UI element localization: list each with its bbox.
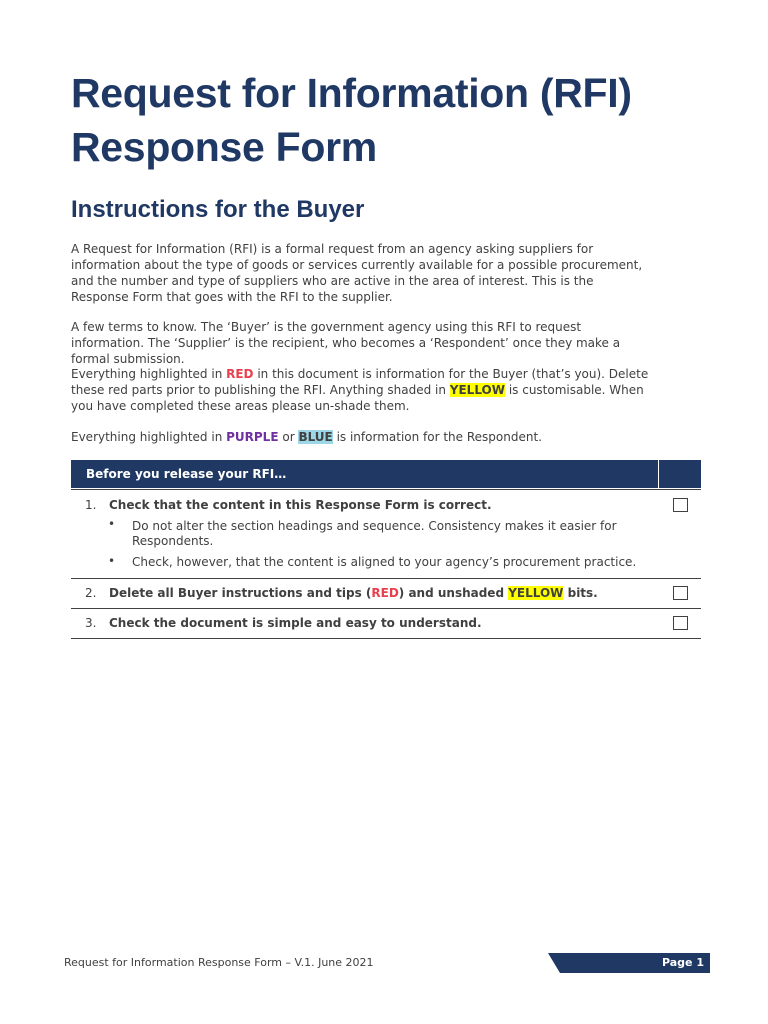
terms-paragraph: A few terms to know. The ‘Buyer’ is the government agency using this RFI to request information. The ‘Supplier’ is the recipient, who becomes a ‘Respondent’ once they make a formal submission. (71, 320, 621, 366)
title-line-2: Response Form (71, 124, 377, 170)
section-heading: Instructions for the Buyer (71, 196, 365, 223)
checklist-row (71, 609, 701, 639)
row-number: 3. (85, 616, 97, 630)
row-checkbox[interactable] (673, 616, 688, 630)
checklist-header-label: Before you release your RFI… (86, 467, 287, 481)
page-title (71, 66, 632, 174)
title-line-1: Request for Information (RFI) (71, 70, 632, 116)
checklist-header-check-column (658, 460, 701, 488)
text-segment: Delete all Buyer instructions and tips ( (109, 586, 372, 600)
text-segment: or (278, 430, 299, 444)
page-number: Page 1 (661, 956, 704, 969)
footer-text: Request for Information Response Form – V.1. June 2021 (64, 956, 374, 969)
text-segment: Everything highlighted in (71, 430, 227, 444)
checklist-row (71, 489, 701, 579)
row-checkbox[interactable] (673, 498, 688, 512)
row-text: Check that the content in this Response Form is correct. (109, 498, 492, 512)
text-segment: is customisable. When you have completed these areas please un-shade them. (71, 383, 644, 413)
checklist-header (71, 460, 701, 488)
row-number: 2. (85, 586, 97, 600)
red-keyword: RED (226, 367, 254, 381)
purple-keyword: PURPLE (226, 430, 279, 444)
yellow-keyword: YELLOW (449, 383, 505, 397)
text-segment: bits. (563, 586, 598, 600)
text-segment: Everything highlighted in (71, 367, 227, 381)
row-number: 1. (85, 498, 97, 512)
checklist-table (71, 460, 701, 639)
bullet-icon: • (108, 517, 116, 531)
row-text (109, 586, 598, 600)
checklist-row (71, 579, 701, 609)
respondent-paragraph (71, 429, 651, 445)
bullet-item: Check, however, that the content is aligned to your agency’s procurement practice. (132, 555, 637, 569)
row-text: Check the document is simple and easy to understand. (109, 616, 482, 630)
bullet-icon: • (108, 554, 116, 568)
highlight-paragraph (71, 366, 651, 414)
text-segment: is information for the Respondent. (332, 430, 542, 444)
text-segment: in this document is information for the Buyer (that’s you). Delete these red parts prior to publishing the RFI. Anything shaded in (71, 367, 649, 397)
intro-paragraph: A Request for Information (RFI) is a formal request from an agency asking suppliers for information about the type of goods or services currently available for a possible procurement, and the number and type of suppliers who are active in the area of interest. This is the Response Form that goes with the RFI to the supplier. (71, 242, 643, 304)
bullet-item: Do not alter the section headings and sequence. Consistency makes it easier for Respondents. (132, 519, 617, 548)
page-number-badge (548, 953, 710, 973)
yellow-keyword: YELLOW (508, 586, 564, 600)
blue-keyword: BLUE (298, 430, 333, 444)
text-segment: ) and unshaded (398, 586, 509, 600)
red-keyword: RED (371, 586, 399, 600)
row-checkbox[interactable] (673, 586, 688, 600)
